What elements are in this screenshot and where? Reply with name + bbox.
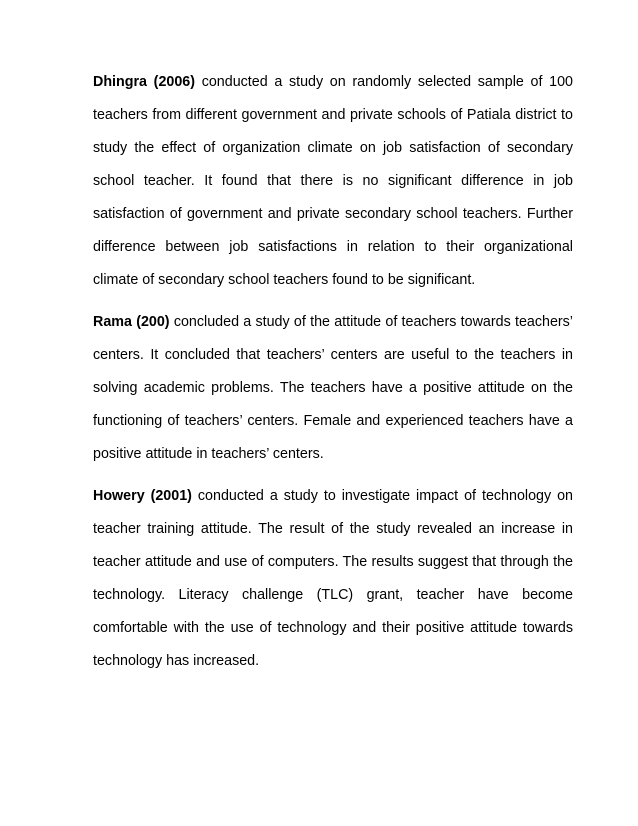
author-citation: Dhingra (2006) [93, 74, 196, 90]
paragraph-howery [93, 480, 573, 678]
author-citation: Rama (200) [93, 314, 170, 330]
paragraph-dhingra [93, 66, 573, 297]
page-body [93, 66, 573, 687]
paragraph-text: concluded a study of the attitude of teachers towards teachers’ centers. It concluded that teachers’ centers are useful to the teachers in solving academic problems. The teachers have a positive attitude on the functioning of teachers’ centers. Female and experienced teachers have a positive attitude in teachers’ centers. [93, 314, 573, 462]
paragraph-text: conducted a study on randomly selected sample of 100 teachers from different government and private schools of Patiala district to study the effect of organization climate on job satisfaction of secondary school teacher. It found that there is no significant difference in job satisfaction of government and private secondary school teachers. Further difference between job satisfactions in relation to their organizational climate of secondary school teachers found to be significant. [93, 74, 573, 288]
author-citation: Howery (2001) [93, 488, 192, 504]
paragraph-text: conducted a study to investigate impact of technology on teacher training attitude. The result of the study revealed an increase in teacher attitude and use of computers. The results suggest that through the technology. Literacy challenge (TLC) grant, teacher have become comfortable with the use of technology and their positive attitude towards technology has increased. [93, 488, 573, 669]
paragraph-rama [93, 306, 573, 471]
